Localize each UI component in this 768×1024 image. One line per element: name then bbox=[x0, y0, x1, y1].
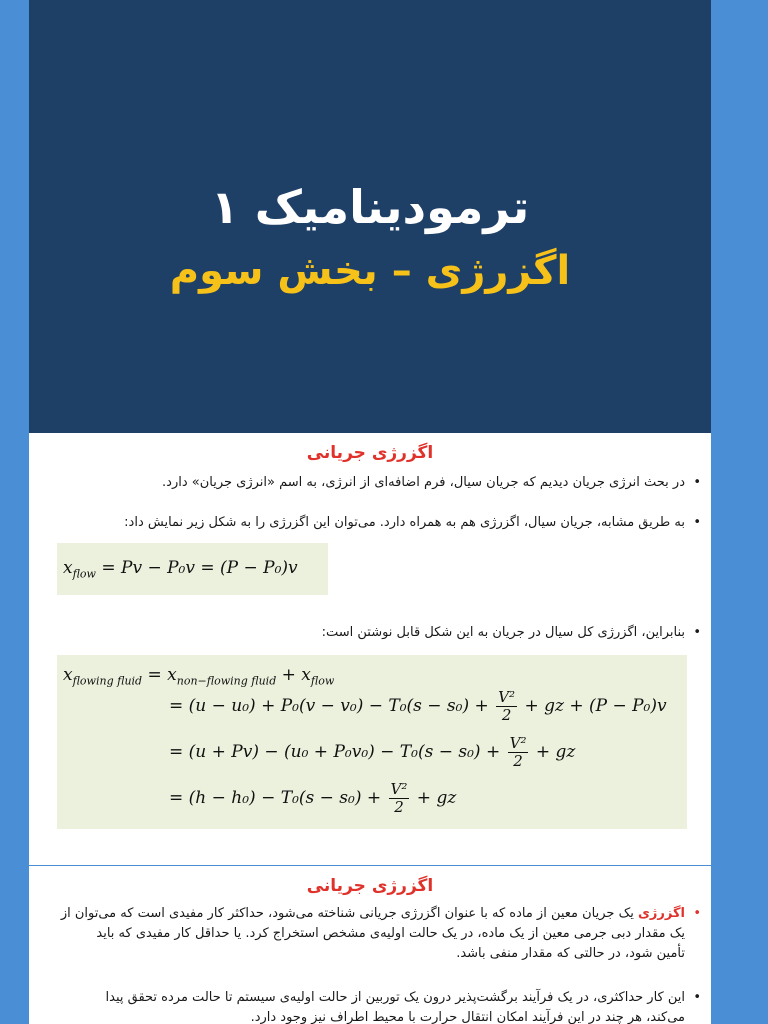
fraction: $\frac{\text{V²}}{2}$ bbox=[509, 734, 527, 770]
flow-exergy-definition-slide bbox=[29, 866, 711, 1024]
title-slide bbox=[29, 0, 711, 433]
bullet-dot-icon: • bbox=[693, 906, 701, 921]
bullet-dot-icon: • bbox=[693, 475, 701, 490]
equation-line-3: = (u + Pv) − (u₀ + P₀v₀) − T₀(s − s₀) + $\frac{\text{V²}}{2}$ + gz bbox=[169, 734, 576, 770]
slide-heading: اگزرژی جریانی bbox=[306, 876, 434, 896]
bullet-text: به طریق مشابه، جریان سیال، اگزرژی هم به همراه دارد. می‌توان این اگزرژی را به شکل زیر نمایش داد: bbox=[124, 515, 685, 530]
bullet-text: در بحث انرژی جریان دیدیم که جریان سیال، فرم اضافه‌ای از انرژی، به اسم «انرژی جریان» دارد. bbox=[162, 475, 685, 490]
fraction: $\frac{\text{V²}}{2}$ bbox=[390, 780, 408, 816]
equation-box-total bbox=[57, 655, 687, 829]
bullet-text: این کار حداکثری، در یک فرآیند برگشت‌پذیر درون یک توربین از حالت اولیه‌ی سیستم تا حالت مرده تحقق پیدا bbox=[105, 990, 685, 1005]
slide-heading: اگزرژی جریانی bbox=[306, 443, 434, 463]
fraction: $\frac{\text{V²}}{2}$ bbox=[498, 688, 516, 724]
keyword: اگزرژی bbox=[638, 906, 685, 921]
bullet-text: یک مقدار دبی جرمی معین از یک ماده، در یک حالت اولیه‌ی مشخص استخراج کرد. یا حداقل کار مفیدی که باید bbox=[96, 926, 685, 941]
equation-line-2: = (u − u₀) + P₀(v − v₀) − T₀(s − s₀) + $\frac{\text{V²}}{2}$ + gz + (P − P₀)v bbox=[169, 688, 667, 724]
flow-exergy-slide bbox=[29, 433, 711, 865]
bullet-text: می‌کند، هر چند در این فرآیند امکان انتقال حرارت با محیط اطراف نیز وجود دارد. bbox=[250, 1010, 685, 1024]
bullet-text: بنابراین، اگزرژی کل سیال در جریان به این شکل قابل نوشتن است: bbox=[321, 625, 685, 640]
bullet-item bbox=[41, 623, 701, 643]
bullet-item bbox=[41, 513, 701, 533]
bullet-text: تأمین شود، در حالتی که مقدار منفی باشد. bbox=[456, 946, 685, 961]
slide-title: ترمودینامیک ۱ bbox=[210, 180, 530, 234]
equation-flow: $x_{flow} = Pv - P_0v = (P - P_0)v$ bbox=[63, 558, 298, 581]
slide-subtitle: اگزرژی – بخش سوم bbox=[169, 248, 571, 294]
bullet-text: یک جریان معین از ماده که با عنوان اگزرژی جریانی شناخته می‌شود، حداکثر کار مفیدی است که می‌توان از bbox=[60, 906, 638, 921]
bullet-dot-icon: • bbox=[693, 515, 701, 530]
bullet-dot-icon: • bbox=[693, 625, 701, 640]
bullet-item bbox=[41, 904, 701, 964]
bullet-item bbox=[41, 988, 701, 1024]
equation-line-4: = (h − h₀) − T₀(s − s₀) + $\frac{\text{V²}}{2}$ + gz bbox=[169, 780, 457, 816]
bullet-item bbox=[41, 473, 701, 493]
equation-line-1: $x_{flowing fluid} = x_{non-flowing fluid} + x_{flow}$ bbox=[63, 665, 335, 688]
bullet-dot-icon: • bbox=[693, 990, 701, 1005]
equation-box-flow bbox=[57, 543, 328, 595]
